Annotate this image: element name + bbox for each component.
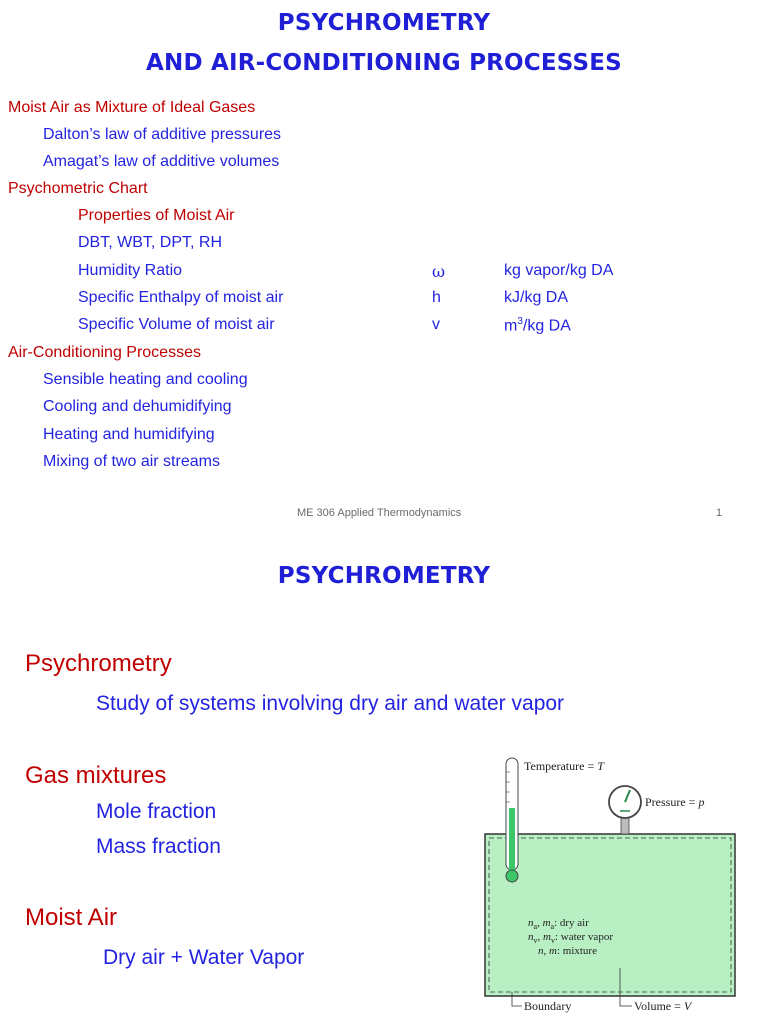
tank-label-mixture: n, m: mixture bbox=[538, 945, 597, 957]
heading-gas-mixtures: Gas mixtures bbox=[25, 762, 167, 789]
outline-item-cooling-dehumidifying: Cooling and dehumidifying bbox=[43, 398, 232, 415]
outline-heading-chart: Psychometric Chart bbox=[8, 180, 148, 197]
humidity-ratio-unit: kg vapor/kg DA bbox=[504, 262, 614, 279]
slide2-title: PSYCHROMETRY bbox=[277, 563, 491, 589]
outline-item-heating-humidifying: Heating and humidifying bbox=[43, 426, 215, 443]
heading-moist-air: Moist Air bbox=[25, 904, 118, 931]
pressure-label: Pressure = p bbox=[645, 795, 705, 809]
tank-label-water-vapor: $n_v$, $m_v$: water vapor bbox=[528, 931, 613, 945]
specific-volume-unit bbox=[504, 316, 571, 335]
volume-label: Volume = V bbox=[634, 999, 692, 1013]
unit-rest: /kg DA bbox=[522, 317, 571, 335]
specific-volume-symbol: v bbox=[432, 316, 440, 333]
unit-base: m bbox=[504, 317, 518, 335]
tank-label-dry-air: $n_a$, $m_a$: dry air bbox=[528, 917, 589, 931]
enthalpy-symbol: h bbox=[432, 289, 441, 306]
pressure-gauge-icon bbox=[609, 786, 641, 834]
footer-page-number: 1 bbox=[716, 507, 723, 519]
humidity-ratio-symbol: ω bbox=[432, 262, 446, 281]
boundary-label: Boundary bbox=[524, 999, 572, 1013]
outline-item-mixing: Mixing of two air streams bbox=[43, 453, 220, 470]
tank-body bbox=[485, 834, 735, 996]
slide-2 bbox=[0, 528, 768, 1024]
heading-psychrometry: Psychrometry bbox=[25, 650, 172, 677]
gas-item-mole-fraction: Mole fraction bbox=[96, 800, 217, 823]
outline-item-enthalpy: Specific Enthalpy of moist air bbox=[78, 289, 284, 306]
unit-superscript: 3 bbox=[517, 316, 523, 327]
footer-course: ME 306 Applied Thermodynamics bbox=[297, 507, 462, 519]
gas-item-mass-fraction: Mass fraction bbox=[96, 835, 221, 858]
outline-item-temperatures: DBT, WBT, DPT, RH bbox=[78, 234, 223, 251]
outline-item-sensible: Sensible heating and cooling bbox=[43, 371, 248, 388]
temperature-label: Temperature = T bbox=[524, 759, 604, 773]
enthalpy-unit: kJ/kg DA bbox=[504, 289, 569, 306]
outline-item-humidity-ratio: Humidity Ratio bbox=[78, 262, 183, 279]
moist-air-tank-figure bbox=[470, 750, 760, 1016]
outline-item-dalton: Dalton’s law of additive pressures bbox=[43, 126, 282, 143]
outline-item-specific-volume: Specific Volume of moist air bbox=[78, 316, 275, 333]
outline-heading-processes: Air-Conditioning Processes bbox=[8, 344, 201, 361]
outline-item-amagat: Amagat’s law of additive volumes bbox=[43, 153, 280, 170]
thermometer-icon bbox=[506, 758, 518, 882]
outline-subheading-properties: Properties of Moist Air bbox=[78, 207, 235, 224]
moist-air-definition: Dry air + Water Vapor bbox=[103, 946, 305, 969]
slide1-title-line1: PSYCHROMETRY bbox=[277, 10, 491, 36]
outline-heading-moist-air: Moist Air as Mixture of Ideal Gases bbox=[8, 99, 256, 116]
psychrometry-definition: Study of systems involving dry air and water vapor bbox=[96, 692, 565, 715]
slide1-title-line2: AND AIR-CONDITIONING PROCESSES bbox=[146, 50, 622, 76]
